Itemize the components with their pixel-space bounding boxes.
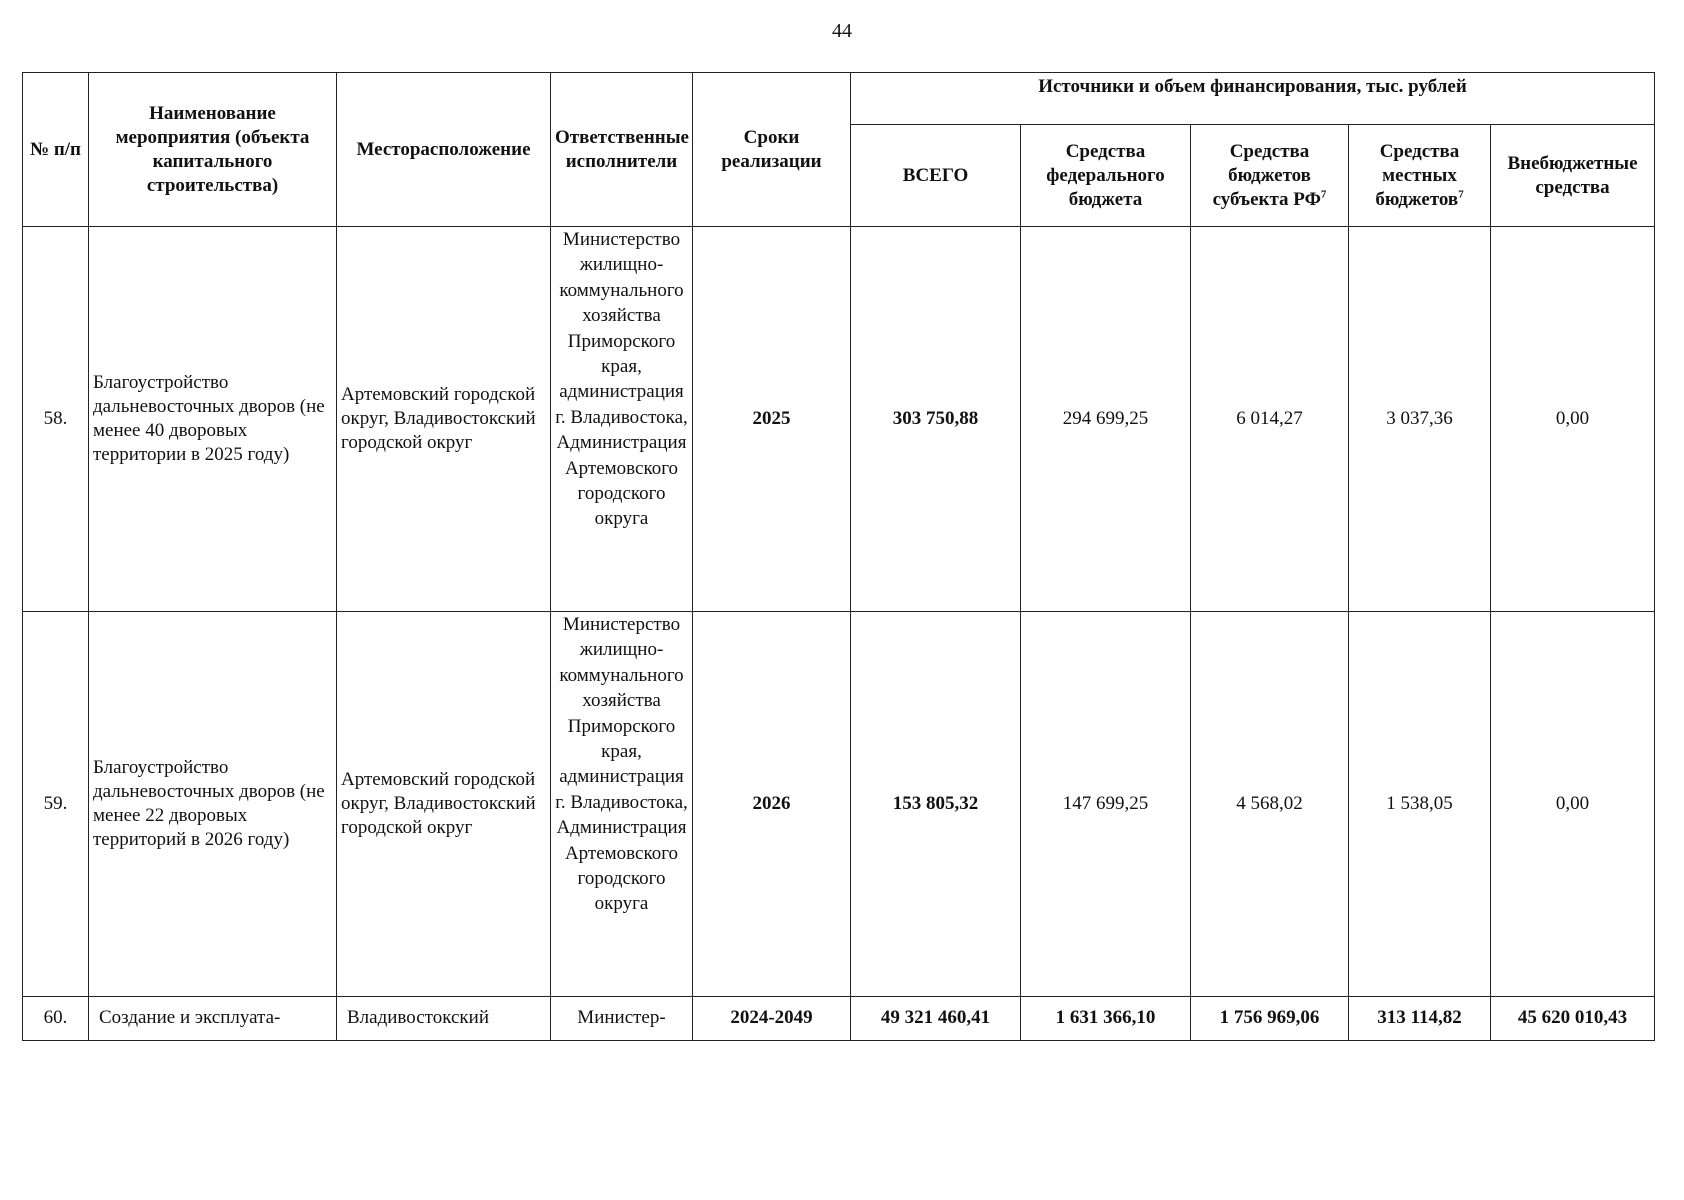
row-location: Артемовский городской округ, Владивостокский городской округ <box>337 227 551 612</box>
row-terms: 2025 <box>693 227 851 612</box>
header-total: ВСЕГО <box>851 125 1021 227</box>
row-federal: 294 699,25 <box>1021 227 1191 612</box>
header-terms: Сроки реализации <box>693 73 851 227</box>
header-local-footnote: 7 <box>1458 188 1464 201</box>
row-subject: 4 568,02 <box>1191 612 1349 997</box>
row-extra: 45 620 010,43 <box>1491 997 1655 1041</box>
row-num: 58. <box>23 227 89 612</box>
table-row <box>23 227 1655 612</box>
row-extra: 0,00 <box>1491 612 1655 997</box>
header-extra: Внебюджетные средства <box>1491 125 1655 227</box>
row-name: Благоустройство дальневосточных дворов (не менее 40 дворовых территории в 2025 году) <box>89 227 337 612</box>
header-local <box>1349 125 1491 227</box>
header-subject-label: Средства бюджетов субъекта РФ <box>1212 140 1321 210</box>
row-subject: 6 014,27 <box>1191 227 1349 612</box>
row-location: Артемовский городской округ, Владивостокский городской округ <box>337 612 551 997</box>
row-total: 303 750,88 <box>851 227 1021 612</box>
row-num: 59. <box>23 612 89 997</box>
row-subject: 1 756 969,06 <box>1191 997 1349 1041</box>
row-terms: 2024-2049 <box>693 997 851 1041</box>
header-location: Месторасположение <box>337 73 551 227</box>
row-executors: Министерство жилищно-коммунального хозяйства Приморского края, администрация г. Владивостока, Администрация Артемовского городского округа <box>551 227 693 612</box>
header-federal: Средства федерального бюджета <box>1021 125 1191 227</box>
row-local: 313 114,82 <box>1349 997 1491 1041</box>
row-local: 1 538,05 <box>1349 612 1491 997</box>
header-subject-footnote: 7 <box>1320 188 1327 201</box>
table-row <box>23 612 1655 997</box>
row-executors: Министерство жилищно-коммунального хозяйства Приморского края, администрация г. Владивостока, Администрация Артемовского городского округа <box>551 612 693 997</box>
row-executors: Министер- <box>551 997 693 1041</box>
row-name: Создание и эксплуата- <box>89 997 337 1041</box>
page-number: 44 <box>832 20 852 42</box>
header-subject <box>1191 125 1349 227</box>
header-num: № п/п <box>23 73 89 227</box>
row-extra: 0,00 <box>1491 227 1655 612</box>
row-name: Благоустройство дальневосточных дворов (не менее 22 дворовых территорий в 2026 году) <box>89 612 337 997</box>
row-federal: 1 631 366,10 <box>1021 997 1191 1041</box>
table-row <box>23 997 1655 1041</box>
funding-table <box>22 72 1655 1041</box>
row-local: 3 037,36 <box>1349 227 1491 612</box>
row-location: Владивостокский <box>337 997 551 1041</box>
row-terms: 2026 <box>693 612 851 997</box>
row-total: 49 321 460,41 <box>851 997 1021 1041</box>
row-total: 153 805,32 <box>851 612 1021 997</box>
row-num: 60. <box>23 997 89 1041</box>
row-federal: 147 699,25 <box>1021 612 1191 997</box>
header-funding-group: Источники и объем финансирования, тыс. рублей <box>851 73 1655 125</box>
header-local-label: Средства местных бюджетов <box>1375 140 1460 210</box>
header-executors: Ответственные исполнители <box>551 73 693 227</box>
header-name: Наименование мероприятия (объекта капитального строительства) <box>89 73 337 227</box>
